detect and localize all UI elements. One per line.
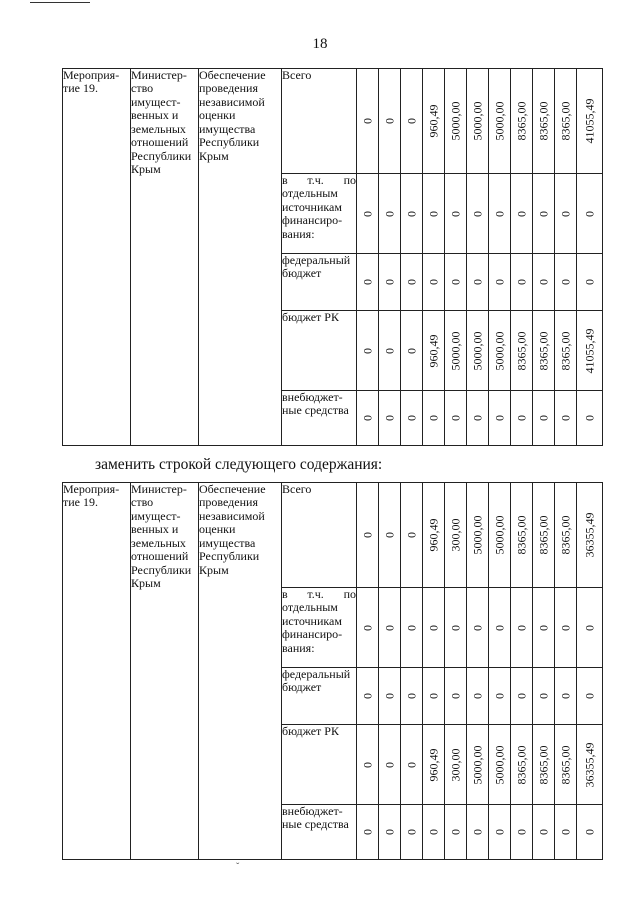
budget-table-old <box>62 68 603 446</box>
amount-cell <box>511 483 533 588</box>
amount-value: 0 <box>447 624 462 631</box>
amount-value: 0 <box>425 624 440 631</box>
amount-cell <box>467 391 489 446</box>
amount-value: 5000,00 <box>469 515 484 555</box>
amount-cell <box>489 174 511 254</box>
amount-value: 0 <box>425 279 440 285</box>
amount-value: 0 <box>381 210 396 217</box>
amount-value: 0 <box>359 829 374 835</box>
amount-cell <box>445 174 467 254</box>
amount-value: 0 <box>469 210 484 217</box>
amount-cell <box>423 69 445 174</box>
amount-cell <box>555 805 577 860</box>
executor-cell: Министер-ство имущест-венных и земельных отношений Республики Крым <box>131 69 199 446</box>
amount-cell <box>401 311 423 391</box>
amount-cell <box>401 483 423 588</box>
amount-value: 8365,00 <box>557 101 572 141</box>
funding-category-cell: в т.ч. по отдельным источникам финансиро-вания: <box>282 174 357 254</box>
amount-cell <box>423 725 445 805</box>
amount-value: 0 <box>359 693 374 699</box>
amount-value: 0 <box>491 210 506 217</box>
amount-cell <box>379 174 401 254</box>
amount-value: 0 <box>381 279 396 285</box>
amount-cell <box>401 588 423 668</box>
amount-value: 0 <box>381 624 396 631</box>
amount-value: 5000,00 <box>469 745 484 784</box>
amount-value: 960,49 <box>425 104 440 138</box>
amount-cell <box>445 805 467 860</box>
amount-cell <box>533 391 555 446</box>
funding-category-cell: Всего <box>282 483 357 588</box>
amount-cell <box>467 725 489 805</box>
amount-cell <box>489 391 511 446</box>
amount-value: 0 <box>557 829 572 835</box>
amount-cell <box>445 69 467 174</box>
amount-value: 0 <box>381 532 396 538</box>
amount-value: 8365,00 <box>557 331 572 370</box>
amount-cell <box>379 391 401 446</box>
amount-value: 0 <box>359 761 374 768</box>
amount-value: 0 <box>425 210 440 217</box>
amount-value: 300,00 <box>447 748 462 781</box>
amount-cell <box>555 311 577 391</box>
amount-cell <box>489 254 511 311</box>
amount-cell <box>357 588 379 668</box>
amount-value: 36355,49 <box>581 512 596 558</box>
amount-cell <box>533 805 555 860</box>
amount-cell <box>489 805 511 860</box>
amount-cell <box>423 311 445 391</box>
funding-category-cell: бюджет РК <box>282 725 357 805</box>
amount-value: 0 <box>447 693 462 699</box>
amount-cell <box>445 254 467 311</box>
amount-cell <box>577 391 603 446</box>
amount-value: 0 <box>491 415 506 421</box>
amount-cell <box>555 174 577 254</box>
amount-value: 0 <box>535 624 550 631</box>
amount-cell <box>379 668 401 725</box>
amount-cell <box>489 725 511 805</box>
amount-value: 0 <box>557 415 572 421</box>
description-cell: Обеспечение проведения независимой оценки имущества Республики Крым <box>199 483 282 860</box>
amount-cell <box>533 725 555 805</box>
amount-cell <box>401 69 423 174</box>
amount-cell <box>533 174 555 254</box>
description-cell: Обеспечение проведения независимой оценки имущества Республики Крым <box>199 69 282 446</box>
amount-cell <box>533 588 555 668</box>
amount-cell <box>467 254 489 311</box>
amount-value: 0 <box>535 829 550 835</box>
amount-value: 0 <box>447 829 462 835</box>
amount-value: 41055,49 <box>581 328 596 373</box>
amount-cell <box>401 174 423 254</box>
amount-cell <box>467 69 489 174</box>
amount-cell <box>401 391 423 446</box>
amount-cell <box>467 588 489 668</box>
amount-cell <box>511 588 533 668</box>
amount-value: 0 <box>359 279 374 285</box>
funding-category-cell: федеральный бюджет <box>282 254 357 311</box>
amount-cell <box>489 668 511 725</box>
amount-value: 960,49 <box>425 518 440 552</box>
page-number: 18 <box>312 36 328 52</box>
amount-cell <box>577 311 603 391</box>
amount-value: 0 <box>535 415 550 421</box>
amount-value: 41055,49 <box>581 98 596 144</box>
amount-cell <box>445 483 467 588</box>
amount-value: 0 <box>359 415 374 421</box>
amount-value: 0 <box>581 210 596 217</box>
event-cell: Мероприя-тие 19. <box>63 483 131 860</box>
amount-cell <box>445 311 467 391</box>
amount-cell <box>577 805 603 860</box>
amount-cell <box>511 668 533 725</box>
amount-value: 5000,00 <box>469 331 484 370</box>
amount-value: 0 <box>535 210 550 217</box>
amount-cell <box>379 483 401 588</box>
amount-cell <box>445 725 467 805</box>
amount-value: 0 <box>581 829 596 835</box>
amount-value: 0 <box>403 761 418 768</box>
amount-cell <box>423 668 445 725</box>
amount-value: 0 <box>469 624 484 631</box>
amount-value: 8365,00 <box>535 515 550 555</box>
amount-value: 0 <box>535 693 550 699</box>
amount-value: 0 <box>513 624 528 631</box>
amount-value: 0 <box>425 693 440 699</box>
amount-cell <box>555 725 577 805</box>
amount-cell <box>555 483 577 588</box>
amount-value: 8365,00 <box>535 745 550 784</box>
amount-value: 0 <box>469 829 484 835</box>
amount-cell <box>577 668 603 725</box>
amount-cell <box>423 588 445 668</box>
amount-cell <box>401 805 423 860</box>
amount-value: 0 <box>447 279 462 285</box>
amount-value: 0 <box>513 693 528 699</box>
amount-cell <box>423 174 445 254</box>
amount-cell <box>467 668 489 725</box>
amount-value: 0 <box>359 347 374 354</box>
amount-cell <box>511 311 533 391</box>
amount-cell <box>511 69 533 174</box>
amount-value: 0 <box>513 829 528 835</box>
funding-category-cell: бюджет РК <box>282 311 357 391</box>
amount-value: 5000,00 <box>447 101 462 141</box>
amount-cell <box>379 588 401 668</box>
amount-value: 5000,00 <box>491 101 506 141</box>
amount-cell <box>577 483 603 588</box>
amount-value: 0 <box>491 624 506 631</box>
amount-value: 8365,00 <box>557 515 572 555</box>
amount-value: 0 <box>425 829 440 835</box>
amount-value: 0 <box>403 624 418 631</box>
funding-category-cell: внебюджет-ные средства <box>282 391 357 446</box>
amount-cell <box>379 69 401 174</box>
amount-cell <box>555 69 577 174</box>
amount-value: 0 <box>557 624 572 631</box>
amount-cell <box>511 254 533 311</box>
amount-cell <box>423 483 445 588</box>
amount-cell <box>379 311 401 391</box>
amount-value: 0 <box>403 693 418 699</box>
amount-value: 0 <box>403 415 418 421</box>
amount-cell <box>357 483 379 588</box>
amount-cell <box>489 311 511 391</box>
amount-cell <box>489 483 511 588</box>
amount-value: 8365,00 <box>513 515 528 555</box>
amount-value: 5000,00 <box>491 745 506 784</box>
amount-value: 0 <box>381 829 396 835</box>
amount-cell <box>533 483 555 588</box>
amount-value: 960,49 <box>425 748 440 781</box>
amount-value: 0 <box>513 279 528 285</box>
amount-cell <box>511 391 533 446</box>
amount-cell <box>511 805 533 860</box>
amount-cell <box>445 391 467 446</box>
amount-value: 0 <box>557 693 572 699</box>
amount-cell <box>577 69 603 174</box>
amount-cell <box>357 174 379 254</box>
amount-cell <box>467 805 489 860</box>
amount-value: 0 <box>403 210 418 217</box>
scan-speck: ˇ <box>236 862 240 873</box>
amount-cell <box>467 311 489 391</box>
amount-cell <box>489 69 511 174</box>
amount-cell <box>533 254 555 311</box>
amount-cell <box>401 725 423 805</box>
amount-value: 0 <box>447 415 462 421</box>
amount-value: 0 <box>359 118 374 124</box>
amount-value: 8365,00 <box>535 331 550 370</box>
amount-cell <box>423 391 445 446</box>
amount-cell <box>423 805 445 860</box>
amount-value: 8365,00 <box>557 745 572 784</box>
amount-cell <box>533 69 555 174</box>
amount-value: 0 <box>403 829 418 835</box>
amount-value: 0 <box>359 210 374 217</box>
amount-value: 0 <box>381 761 396 768</box>
amount-cell <box>555 588 577 668</box>
amount-cell <box>357 725 379 805</box>
budget-table-new <box>62 482 603 860</box>
amount-cell <box>357 69 379 174</box>
amount-value: 0 <box>381 415 396 421</box>
amount-cell <box>555 391 577 446</box>
funding-category-cell: федеральный бюджет <box>282 668 357 725</box>
amount-value: 0 <box>557 210 572 217</box>
funding-category-cell: внебюджет-ные средства <box>282 805 357 860</box>
amount-value: 0 <box>447 210 462 217</box>
amount-value: 0 <box>513 210 528 217</box>
amount-cell <box>357 668 379 725</box>
amount-cell <box>357 391 379 446</box>
amount-value: 8365,00 <box>513 331 528 370</box>
amount-value: 0 <box>513 415 528 421</box>
amount-value: 960,49 <box>425 334 440 367</box>
amount-value: 0 <box>581 415 596 421</box>
table-row <box>63 69 603 174</box>
amount-cell <box>489 588 511 668</box>
amount-value: 0 <box>469 415 484 421</box>
amount-value: 5000,00 <box>491 515 506 555</box>
amount-value: 0 <box>535 279 550 285</box>
amount-value: 0 <box>469 693 484 699</box>
amount-value: 0 <box>469 279 484 285</box>
amount-cell <box>357 805 379 860</box>
amount-cell <box>379 254 401 311</box>
amount-value: 36355,49 <box>581 742 596 787</box>
amount-value: 0 <box>359 624 374 631</box>
amount-value: 0 <box>581 693 596 699</box>
amount-value: 0 <box>491 829 506 835</box>
amount-value: 8365,00 <box>535 101 550 141</box>
amount-cell <box>445 668 467 725</box>
amount-cell <box>533 668 555 725</box>
amount-value: 0 <box>403 532 418 538</box>
funding-category-cell: в т.ч. по отдельным источникам финансиро-вания: <box>282 588 357 668</box>
amount-value: 0 <box>491 279 506 285</box>
amount-cell <box>555 668 577 725</box>
amount-value: 0 <box>403 279 418 285</box>
amount-value: 0 <box>557 279 572 285</box>
amount-value: 0 <box>491 693 506 699</box>
funding-category-cell: Всего <box>282 69 357 174</box>
amount-cell <box>577 254 603 311</box>
amount-cell <box>357 311 379 391</box>
amount-cell <box>379 725 401 805</box>
amount-cell <box>467 174 489 254</box>
amount-cell <box>445 588 467 668</box>
amount-value: 8365,00 <box>513 101 528 141</box>
amount-cell <box>533 311 555 391</box>
amount-cell <box>357 254 379 311</box>
amount-cell <box>401 668 423 725</box>
amount-value: 0 <box>425 415 440 421</box>
amount-cell <box>467 483 489 588</box>
amount-value: 0 <box>381 693 396 699</box>
amount-cell <box>379 805 401 860</box>
amount-value: 5000,00 <box>469 101 484 141</box>
top-rule <box>30 2 90 3</box>
amount-value: 300,00 <box>447 518 462 552</box>
replacement-caption: заменить строкой следующего содержания: <box>95 456 383 473</box>
amount-value: 8365,00 <box>513 745 528 784</box>
amount-value: 0 <box>581 279 596 285</box>
amount-cell <box>577 174 603 254</box>
amount-cell <box>577 725 603 805</box>
amount-value: 0 <box>403 347 418 354</box>
amount-cell <box>511 174 533 254</box>
amount-cell <box>577 588 603 668</box>
amount-cell <box>555 254 577 311</box>
event-cell: Мероприя-тие 19. <box>63 69 131 446</box>
amount-cell <box>511 725 533 805</box>
amount-cell <box>423 254 445 311</box>
table-row <box>63 483 603 588</box>
amount-value: 0 <box>403 118 418 124</box>
amount-value: 0 <box>381 347 396 354</box>
amount-value: 5000,00 <box>491 331 506 370</box>
amount-cell <box>401 254 423 311</box>
amount-value: 0 <box>359 532 374 538</box>
amount-value: 0 <box>581 624 596 631</box>
amount-value: 5000,00 <box>447 331 462 370</box>
executor-cell: Министер-ство имущест-венных и земельных отношений Республики Крым <box>131 483 199 860</box>
amount-value: 0 <box>381 118 396 124</box>
